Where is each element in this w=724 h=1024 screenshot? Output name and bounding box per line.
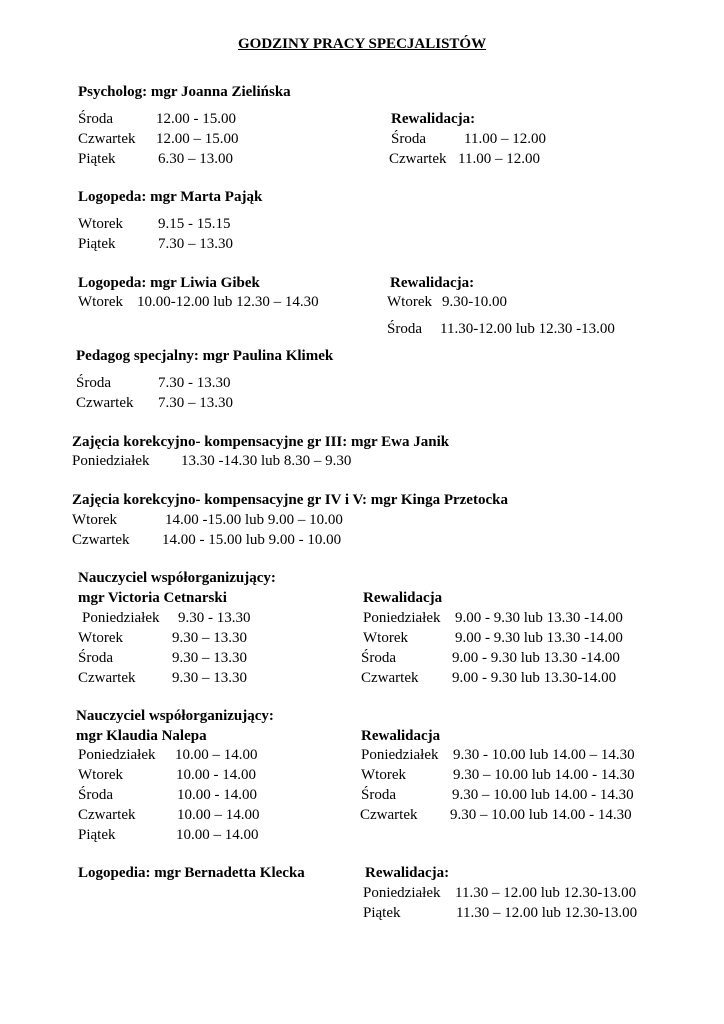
wspol2-rew-day-3: Środa (361, 787, 396, 803)
wspol2-day-5: Piątek (78, 827, 116, 843)
logopeda1-time-1: 9.15 - 15.15 (158, 216, 231, 232)
wspol1-rew-day-3: Środa (361, 650, 396, 666)
wspol1-time-4: 9.30 – 13.30 (172, 670, 247, 686)
wspol2-day-4: Czwartek (78, 807, 136, 823)
wspol2-rew-time-2: 9.30 – 10.00 lub 14.00 - 14.30 (453, 767, 635, 783)
logopeda3-rew-header: Rewalidacja: (365, 865, 450, 881)
wspol1-time-1: 9.30 - 13.30 (178, 610, 251, 626)
logopeda3-rew-time-1: 11.30 – 12.00 lub 12.30-13.00 (455, 885, 637, 901)
logopeda2-rew-time-2: 11.30-12.00 lub 12.30 -13.00 (440, 321, 615, 337)
kk3-time-1: 13.30 -14.30 lub 8.30 – 9.30 (181, 453, 352, 469)
psycholog-header: Psycholog: mgr Joanna Zielińska (78, 84, 291, 100)
wspol2-rew-day-4: Czwartek (360, 807, 418, 823)
wspol2-time-4: 10.00 – 14.00 (177, 807, 260, 823)
wspol2-rew-header: Rewalidacja (361, 728, 441, 744)
psycholog-time-3: 6.30 – 13.00 (158, 151, 233, 167)
pedagog-day-1: Środa (76, 375, 111, 391)
wspol2-rew-time-1: 9.30 - 10.00 lub 14.00 – 14.30 (453, 747, 635, 763)
psycholog-rew-time-2: 11.00 – 12.00 (458, 151, 540, 167)
logopeda1-header: Logopeda: mgr Marta Pająk (78, 189, 263, 205)
logopeda1-time-2: 7.30 – 13.30 (158, 236, 233, 252)
logopeda2-time-1: 10.00-12.00 lub 12.30 – 14.30 (137, 294, 319, 310)
wspol2-time-5: 10.00 – 14.00 (176, 827, 259, 843)
wspol2-header-2: mgr Klaudia Nalepa (76, 728, 207, 744)
kk3-header: Zajęcia korekcyjno- kompensacyjne gr III: mgr Ewa Janik (72, 434, 450, 450)
psycholog-rew-day-2: Czwartek (389, 151, 447, 167)
wspol1-header-1: Nauczyciel współorganizujący: (78, 570, 276, 586)
logopeda2-rew-time-1: 9.30-10.00 (442, 294, 507, 310)
psycholog-day-2: Czwartek (78, 131, 136, 147)
wspol1-time-3: 9.30 – 13.30 (172, 650, 247, 666)
wspol2-rew-time-3: 9.30 – 10.00 lub 14.00 - 14.30 (452, 787, 634, 803)
kk3-day-1: Poniedziałek (72, 453, 150, 469)
wspol2-rew-day-1: Poniedziałek (361, 747, 439, 763)
wspol2-header-1: Nauczyciel współorganizujący: (76, 708, 274, 724)
psycholog-rew-header: Rewalidacja: (391, 111, 476, 127)
wspol1-rew-time-3: 9.00 - 9.30 lub 13.30 -14.00 (452, 650, 620, 666)
psycholog-rew-day-1: Środa (391, 131, 426, 147)
wspol1-header-2: mgr Victoria Cetnarski (78, 590, 227, 606)
pedagog-time-2: 7.30 – 13.30 (158, 395, 233, 411)
wspol1-day-4: Czwartek (78, 670, 136, 686)
logopeda1-day-2: Piątek (78, 236, 116, 252)
wspol1-rew-day-2: Wtorek (363, 630, 408, 646)
wspol1-day-2: Wtorek (78, 630, 123, 646)
page-title: GODZINY PRACY SPECJALISTÓW (238, 36, 487, 52)
wspol1-rew-header: Rewalidacja (363, 590, 443, 606)
logopeda3-rew-day-1: Poniedziałek (363, 885, 441, 901)
psycholog-rew-time-1: 11.00 – 12.00 (464, 131, 546, 147)
wspol2-day-2: Wtorek (78, 767, 123, 783)
pedagog-time-1: 7.30 - 13.30 (158, 375, 231, 391)
wspol2-time-1: 10.00 – 14.00 (175, 747, 258, 763)
kk45-header: Zajęcia korekcyjno- kompensacyjne gr IV i V: mgr Kinga Przetocka (72, 492, 508, 508)
wspol2-rew-time-4: 9.30 – 10.00 lub 14.00 - 14.30 (450, 807, 632, 823)
wspol1-rew-time-1: 9.00 - 9.30 lub 13.30 -14.00 (455, 610, 623, 626)
logopeda2-rew-day-1: Wtorek (387, 294, 432, 310)
wspol1-day-3: Środa (78, 650, 113, 666)
logopeda2-header: Logopeda: mgr Liwia Gibek (78, 275, 260, 291)
psycholog-time-2: 12.00 – 15.00 (156, 131, 239, 147)
wspol2-day-3: Środa (78, 787, 113, 803)
logopeda1-day-1: Wtorek (78, 216, 123, 232)
psycholog-time-1: 12.00 - 15.00 (156, 111, 236, 127)
pedagog-day-2: Czwartek (76, 395, 134, 411)
wspol1-time-2: 9.30 – 13.30 (172, 630, 247, 646)
wspol1-day-1: Poniedziałek (82, 610, 160, 626)
logopeda3-rew-day-2: Piątek (363, 905, 401, 921)
logopeda3-rew-time-2: 11.30 – 12.00 lub 12.30-13.00 (456, 905, 638, 921)
psycholog-day-1: Środa (78, 111, 113, 127)
wspol2-day-1: Poniedziałek (78, 747, 156, 763)
wspol1-rew-day-4: Czwartek (361, 670, 419, 686)
pedagog-header: Pedagog specjalny: mgr Paulina Klimek (76, 348, 334, 364)
wspol1-rew-time-2: 9.00 - 9.30 lub 13.30 -14.00 (455, 630, 623, 646)
logopeda2-rew-day-2: Środa (387, 321, 422, 337)
wspol1-rew-day-1: Poniedziałek (363, 610, 441, 626)
logopeda2-rew-header: Rewalidacja: (390, 275, 475, 291)
wspol2-time-3: 10.00 - 14.00 (177, 787, 257, 803)
kk45-time-2: 14.00 - 15.00 lub 9.00 - 10.00 (162, 532, 342, 548)
kk45-day-2: Czwartek (72, 532, 130, 548)
logopeda3-header: Logopedia: mgr Bernadetta Klecka (78, 865, 305, 881)
logopeda2-day-1: Wtorek (78, 294, 123, 310)
wspol2-rew-day-2: Wtorek (361, 767, 406, 783)
wspol1-rew-time-4: 9.00 - 9.30 lub 13.30-14.00 (452, 670, 617, 686)
wspol2-time-2: 10.00 - 14.00 (176, 767, 256, 783)
kk45-day-1: Wtorek (72, 512, 117, 528)
kk45-time-1: 14.00 -15.00 lub 9.00 – 10.00 (165, 512, 343, 528)
psycholog-day-3: Piątek (78, 151, 116, 167)
